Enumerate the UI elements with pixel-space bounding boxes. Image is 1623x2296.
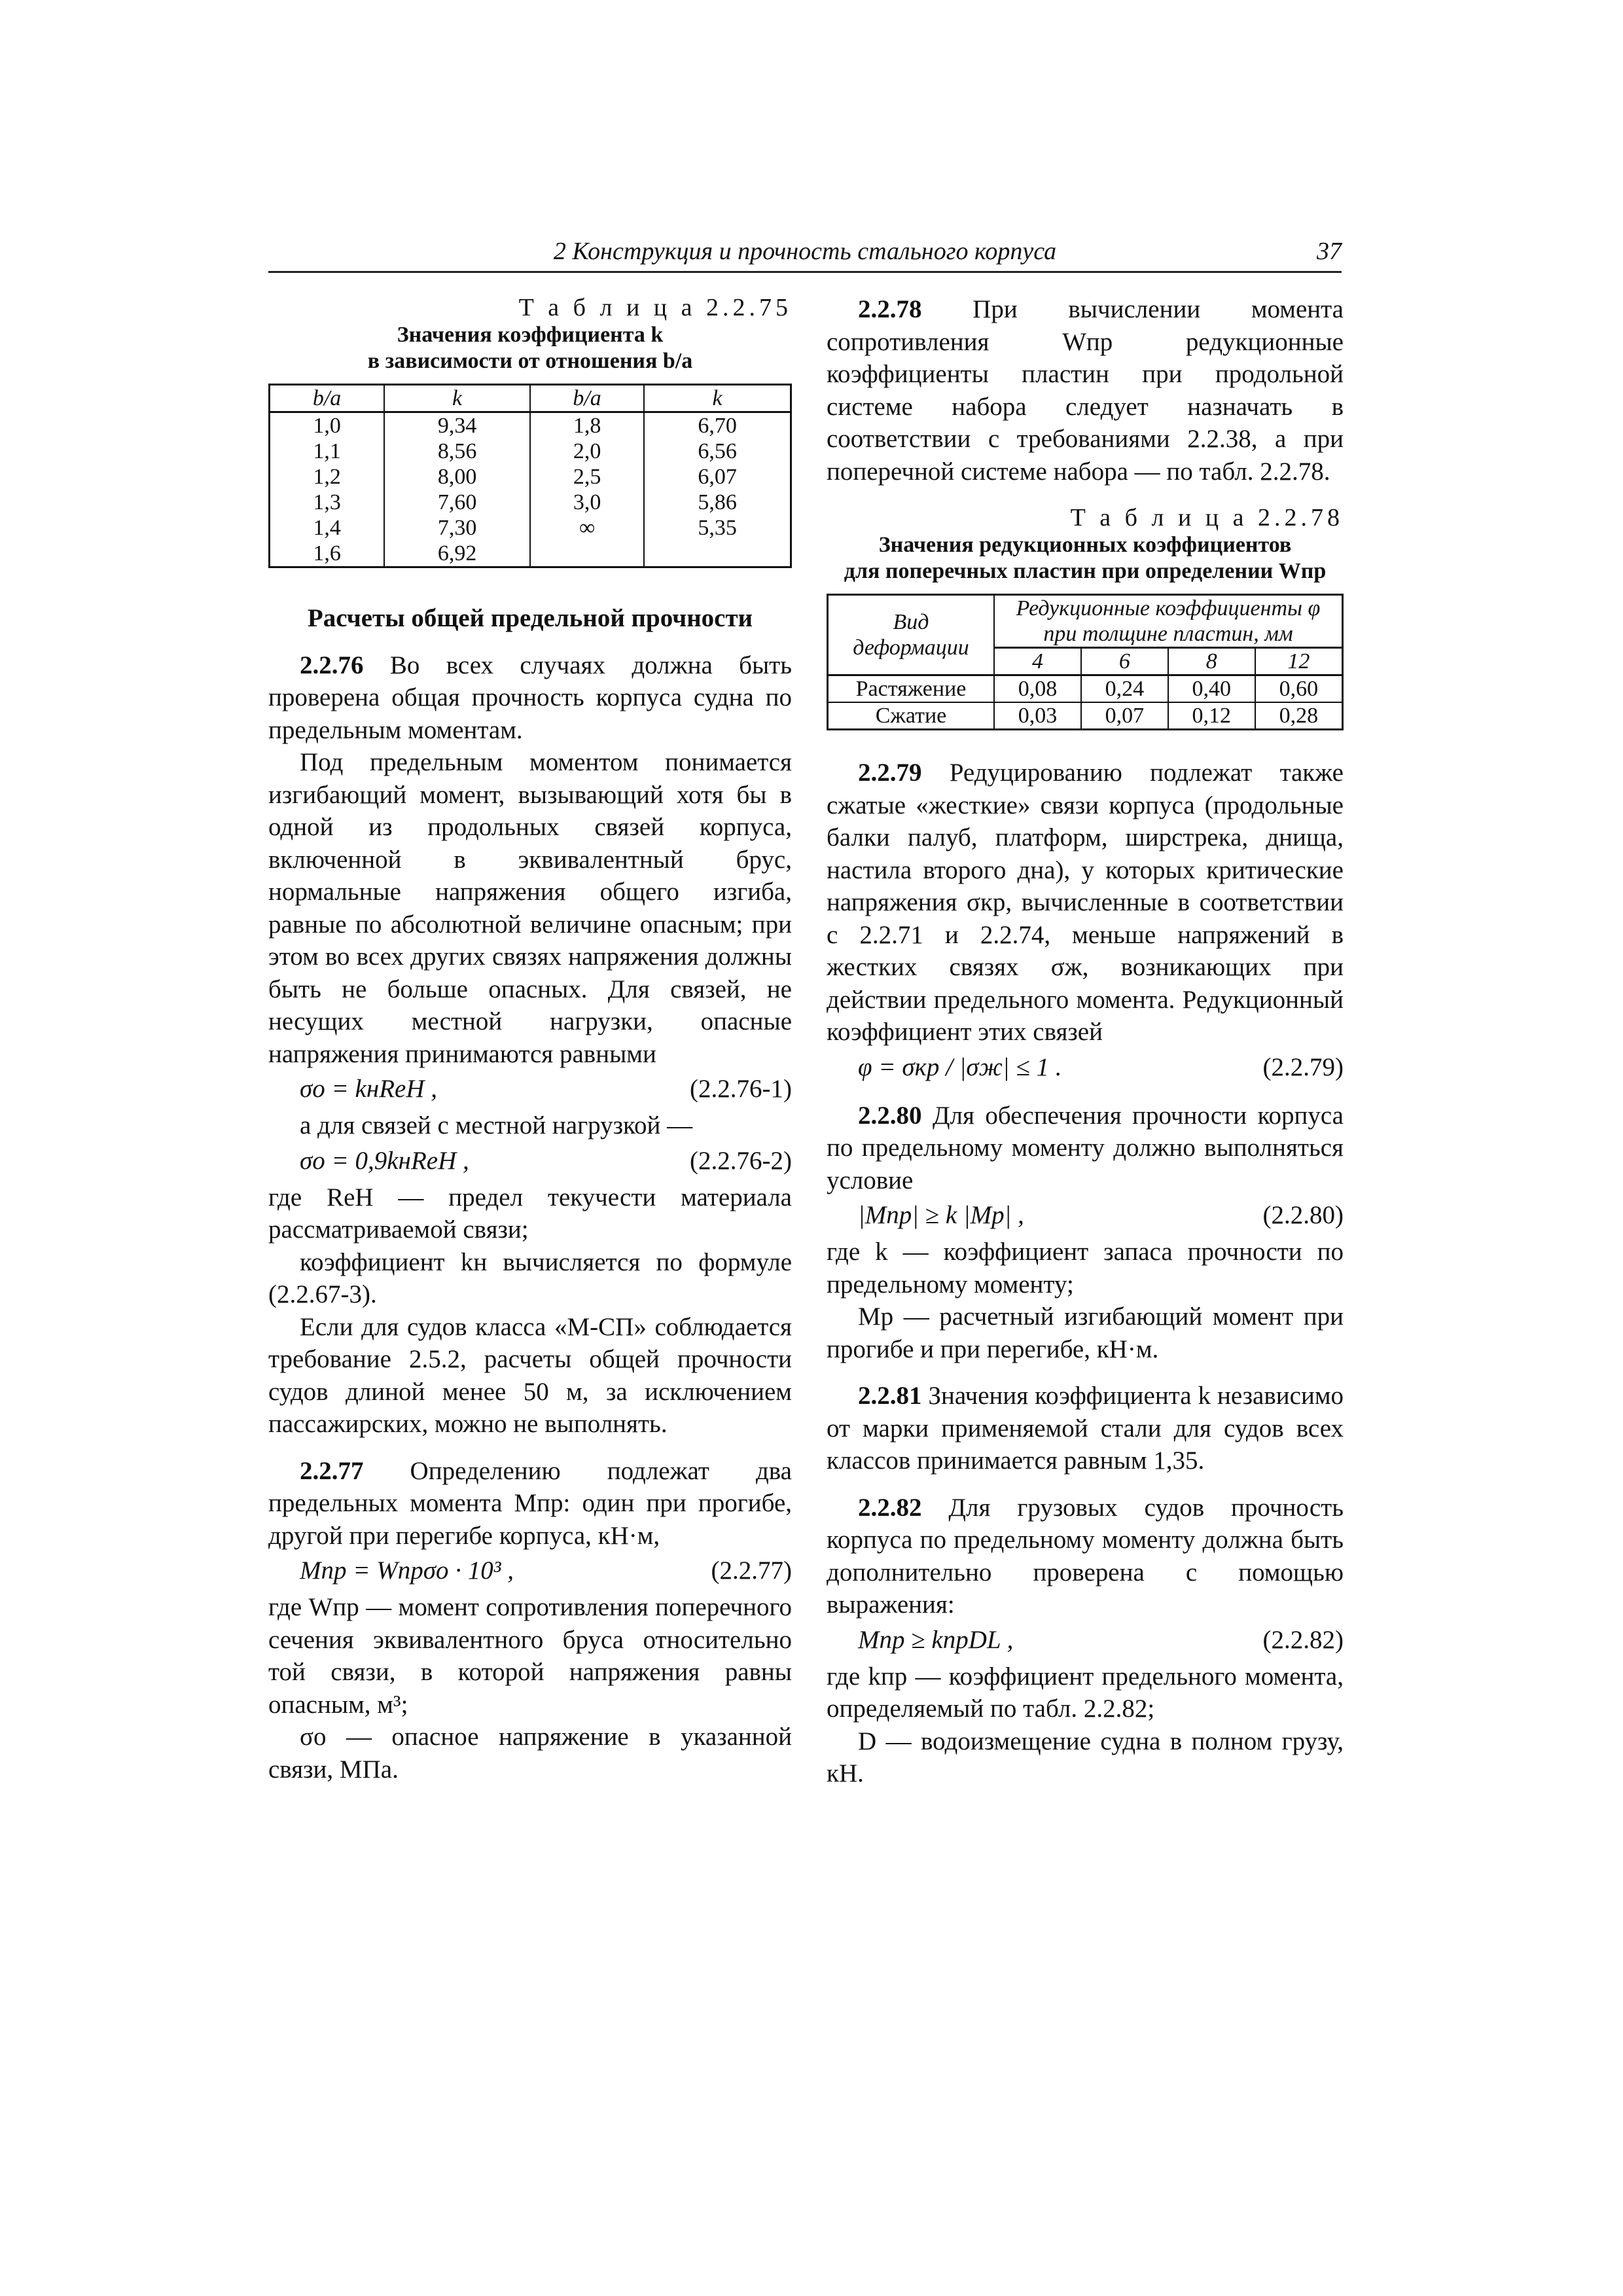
- equation-number: (2.2.76-1): [690, 1075, 792, 1103]
- table-cell: 1,8: [530, 412, 644, 439]
- table-row: [270, 490, 791, 515]
- header-title: 2 Конструкция и прочность стального корпуса: [553, 238, 1057, 265]
- table-header: b/a: [270, 385, 385, 412]
- table-2-2-75-caption-2: в зависимости от отношения b/a: [367, 349, 693, 373]
- table-cell: 0,07: [1081, 702, 1168, 730]
- table-cell: 1,3: [270, 490, 385, 515]
- table-cell: Сжатие: [828, 702, 995, 730]
- table-2-2-75-caption-1: Значения коэффициента k: [397, 323, 664, 347]
- paragraph-limit-moment: Под предельным моментом понимается изгибающий момент, вызывающий хотя бы в одной из продольных связей корпуса, включенной в эквивалентный брус, нормальные напряжения общего изгиба, равные по абсолютной величине опасным; при этом во всех других связях напряжения должны быть не больше опасных. Для связей, не несущих местной нагрузки, опасные напряжения принимаются равными: [268, 748, 792, 1068]
- paragraph-2-2-81: [827, 1380, 1344, 1477]
- paragraph-msp: Если для судов класса «М-СП» соблюдается требование 2.5.2, расчеты общей прочности судов длиной менее 50 м, за исключением пассажирских, можно не выполнять.: [268, 1312, 792, 1438]
- table-cell: 0,24: [1081, 675, 1168, 703]
- table-cell: 0,08: [994, 675, 1081, 703]
- table-header: k: [644, 385, 791, 412]
- clause-number: 2.2.81: [858, 1382, 922, 1410]
- equation-2-2-76-2: [268, 1145, 792, 1179]
- equation-expression: Mпр = Wпрσо · 10³ ,: [300, 1556, 514, 1585]
- table-cell: ∞: [530, 515, 644, 541]
- table-row: [828, 702, 1343, 730]
- definition-reh: где ReH — предел текучести материала рассматриваемой связи;: [268, 1183, 792, 1244]
- paragraph-text: Значения коэффициента k независимо от марки применяемой стали для судов всех классов принимается равным 1,35.: [827, 1382, 1344, 1475]
- paragraph-text: Во всех случаях должна быть проверена общая прочность корпуса судна по предельным моментам.: [268, 651, 792, 744]
- table-cell: 7,30: [384, 515, 530, 541]
- table-cell: 1,6: [270, 541, 385, 567]
- table-header: 8: [1168, 648, 1255, 675]
- table-header: Редукционные коэффициенты φ при толщине пластин, мм: [994, 595, 1343, 648]
- table-header: 12: [1255, 648, 1343, 675]
- table-header: k: [384, 385, 530, 412]
- clause-number: 2.2.76: [300, 651, 364, 679]
- equation-2-2-80: [827, 1199, 1344, 1233]
- equation-number: (2.2.77): [711, 1556, 792, 1585]
- equation-number: (2.2.80): [1262, 1201, 1344, 1229]
- table-cell: 8,00: [384, 464, 530, 490]
- table-row: [270, 541, 791, 567]
- table-cell: 2,0: [530, 439, 644, 464]
- definition-kpr: где kпр — коэффициент предельного момента, определяемый по табл. 2.2.82;: [827, 1662, 1344, 1723]
- table-cell: 7,60: [384, 490, 530, 515]
- table-cell: 6,56: [644, 439, 791, 464]
- section-title: Расчеты общей предельной прочности: [307, 604, 753, 632]
- equation-number: (2.2.79): [1262, 1052, 1344, 1081]
- table-cell: 9,34: [384, 412, 530, 439]
- definition-mr: Mр — расчетный изгибающий момент при прогибе и при перегибе, кН·м.: [827, 1302, 1344, 1363]
- paragraph-local-load: а для связей с местной нагрузкой —: [300, 1111, 693, 1139]
- table-cell: 5,35: [644, 515, 791, 541]
- equation-number: (2.2.82): [1262, 1625, 1344, 1654]
- definition-k: где k — коэффициент запаса прочности по предельному моменту;: [827, 1238, 1344, 1299]
- equation-2-2-77: [268, 1554, 792, 1588]
- table-cell: 0,28: [1255, 702, 1343, 730]
- table-cell: [644, 541, 791, 567]
- table-cell: 1,0: [270, 412, 385, 439]
- table-cell: 5,86: [644, 490, 791, 515]
- table-2-2-78: [827, 594, 1344, 730]
- table-cell: 1,2: [270, 464, 385, 490]
- paragraph-2-2-77: [268, 1455, 792, 1552]
- table-cell: 6,70: [644, 412, 791, 439]
- table-row: [828, 675, 1343, 703]
- table-cell: 8,56: [384, 439, 530, 464]
- table-cell: [530, 541, 644, 567]
- table-cell: 6,92: [384, 541, 530, 567]
- table-cell: 1,1: [270, 439, 385, 464]
- table-header: Вид деформации: [828, 595, 995, 675]
- paragraph-2-2-78: [827, 293, 1344, 488]
- equation-number: (2.2.76-2): [690, 1146, 792, 1175]
- right-column: [827, 293, 1344, 1790]
- equation-expression: |Mпр| ≥ k |Mр| ,: [858, 1201, 1024, 1229]
- equation-2-2-79: [827, 1051, 1344, 1085]
- definition-d: D — водоизмещение судна в полном грузу, кН.: [827, 1727, 1344, 1787]
- table-row: [270, 464, 791, 490]
- table-cell: 0,03: [994, 702, 1081, 730]
- clause-number: 2.2.82: [858, 1493, 922, 1522]
- clause-number: 2.2.80: [858, 1101, 922, 1130]
- table-header: 6: [1081, 648, 1168, 675]
- left-column: [268, 293, 792, 1785]
- paragraph-text: Редуцированию подлежат также сжатые «жесткие» связи корпуса (продольные балки палуб, платформ, ширстрека, днища, настила второго дна), у которых критические напряжения σкр, вычисленные в соответствии с 2.2.71 и 2.2.74, меньше напряжений в жестких связях σж, возникающих при действии предельного момента. Редукционный коэффициент этих связей: [827, 759, 1344, 1046]
- table-cell: 6,07: [644, 464, 791, 490]
- equation-expression: σо = 0,9kнReH ,: [300, 1146, 469, 1175]
- table-cell: 3,0: [530, 490, 644, 515]
- paragraph-2-2-79: [827, 757, 1344, 1049]
- page-number: 37: [1317, 238, 1342, 265]
- paragraph-text: При вычислении момента сопротивления Wпр редукционные коэффициенты пластин при продольной системе набора следует назначать в соответствии с требованиями 2.2.38, а при поперечной системе набора — по табл. 2.2.78.: [827, 295, 1344, 486]
- table-2-2-75: [268, 384, 792, 568]
- table-cell: 0,60: [1255, 675, 1343, 703]
- table-cell: 0,12: [1168, 702, 1255, 730]
- clause-number: 2.2.79: [858, 759, 922, 787]
- paragraph-text: Для обеспечения прочности корпуса по предельному моменту должно выполняться условие: [827, 1101, 1344, 1194]
- equation-expression: Mпр ≥ kпрDL ,: [858, 1625, 1014, 1654]
- table-header: b/a: [530, 385, 644, 412]
- definition-kn: коэффициент kн вычисляется по формуле (2.2.67-3).: [268, 1247, 792, 1308]
- paragraph-2-2-76: [268, 649, 792, 747]
- table-cell: 1,4: [270, 515, 385, 541]
- table-row: [270, 515, 791, 541]
- clause-number: 2.2.78: [858, 295, 922, 323]
- table-2-2-78-caption-2: для поперечных пластин при определении Wпр: [844, 559, 1327, 583]
- table-2-2-75-label: Т а б л и ц а 2.2.75: [518, 294, 792, 321]
- equation-2-2-82: [827, 1624, 1344, 1658]
- table-row: [270, 439, 791, 464]
- table-2-2-78-label: Т а б л и ц а 2.2.78: [1070, 504, 1344, 531]
- clause-number: 2.2.77: [300, 1456, 364, 1485]
- table-cell: 0,40: [1168, 675, 1255, 703]
- running-header: [268, 237, 1342, 273]
- table-row: [270, 412, 791, 439]
- equation-expression: φ = σкр / |σж| ≤ 1 .: [858, 1052, 1062, 1081]
- table-cell: 2,5: [530, 464, 644, 490]
- paragraph-2-2-82: [827, 1492, 1344, 1621]
- paragraph-text: Определению подлежат два предельных момента Mпр: один при прогибе, другой при перегибе корпуса, кН·м,: [268, 1456, 792, 1550]
- definition-sigma-o: σо — опасное напряжение в указанной связи, МПа.: [268, 1723, 792, 1784]
- equation-2-2-76-1: [268, 1073, 792, 1107]
- table-header: 4: [994, 648, 1081, 675]
- table-cell: Растяжение: [828, 675, 995, 703]
- paragraph-text: Для грузовых судов прочность корпуса по предельному моменту должна быть дополнительно проверена с помощью выражения:: [827, 1493, 1344, 1619]
- definition-wpr: где Wпр — момент сопротивления поперечного сечения эквивалентного бруса относительно той связи, в которой напряжения равны опасным, м³;: [268, 1593, 792, 1719]
- equation-expression: σо = kнReH ,: [300, 1075, 438, 1103]
- paragraph-2-2-80: [827, 1100, 1344, 1197]
- table-2-2-78-caption-1: Значения редукционных коэффициентов: [878, 533, 1292, 557]
